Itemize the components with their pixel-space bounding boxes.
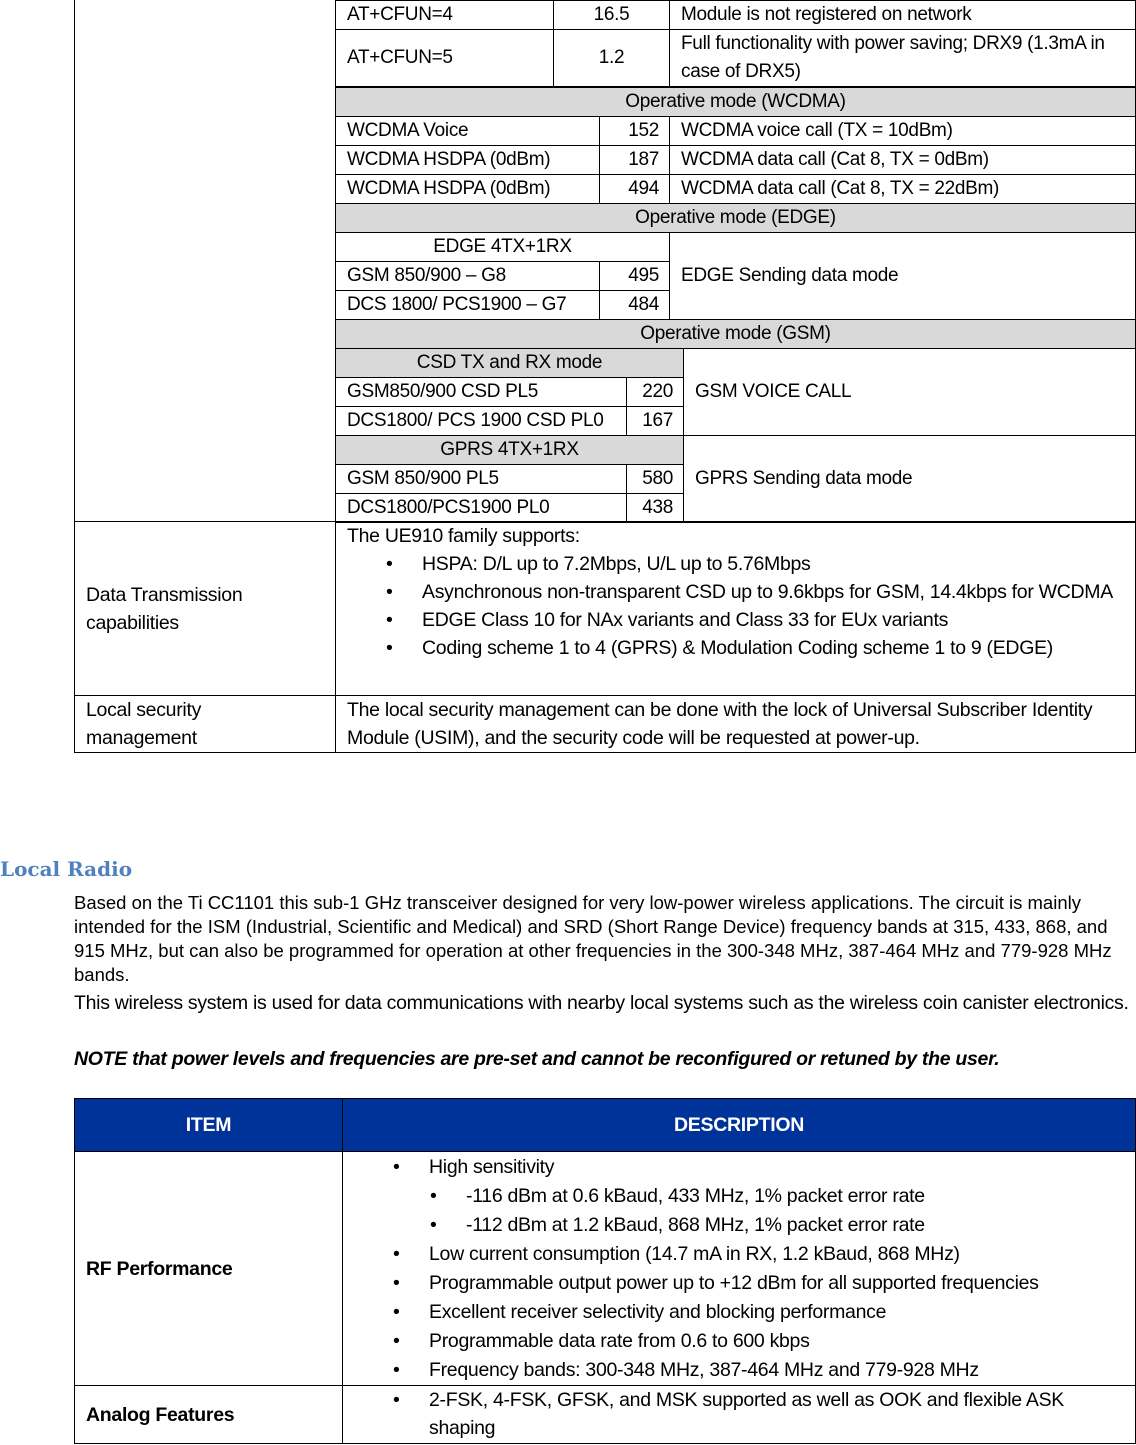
table1-left-cell — [74, 0, 336, 522]
desc-cell — [343, 1386, 1136, 1444]
mode-cell: GSM 850/900 – G8 — [336, 262, 600, 291]
table-row — [75, 1386, 1136, 1444]
section-header: Operative mode (WCDMA) — [336, 88, 1136, 117]
desc-cell: The local security management can be done with the lock of Universal Subscriber Identity Module (USIM), and the security code will be requested at power-up. — [336, 696, 1136, 753]
desc-cell — [343, 1152, 1136, 1386]
table-row — [336, 117, 1136, 146]
gsm-block — [335, 319, 1136, 523]
value-cell: 494 — [600, 175, 670, 204]
mode-cell: WCDMA HSDPA (0dBm) — [336, 146, 600, 175]
table-row — [336, 175, 1136, 204]
row-label: Data Transmission capabilities — [75, 522, 336, 696]
bullet-item: • HSPA: D/L up to 7.2Mbps, U/L up to 5.76Mbps — [422, 550, 1135, 578]
bullet-item: • Programmable output power up to +12 dBm for all supported frequencies — [429, 1269, 1135, 1298]
table-row — [75, 1152, 1136, 1386]
sub-bullet-item: • -112 dBm at 1.2 kBaud, 868 MHz, 1% packet error rate — [466, 1211, 1135, 1240]
bullet-item: • 2-FSK, 4-FSK, GFSK, and MSK supported as well as OOK and flexible ASK shaping — [429, 1386, 1105, 1442]
cfun-block — [335, 0, 1136, 87]
mode-cell: GSM 850/900 PL5 — [336, 465, 627, 494]
value-cell: 16.5 — [554, 1, 670, 30]
edge-block — [335, 203, 1136, 320]
value-cell: 167 — [627, 407, 684, 436]
desc-cell: GSM VOICE CALL — [684, 349, 1136, 436]
column-header: ITEM — [75, 1099, 343, 1152]
table-row — [75, 696, 1136, 753]
bullet-item: • Programmable data rate from 0.6 to 600 kbps — [429, 1327, 1135, 1356]
bullet-item: • High sensitivity — [429, 1153, 1135, 1182]
sub-bullet-item: • -116 dBm at 0.6 kBaud, 433 MHz, 1% packet error rate — [466, 1182, 1135, 1211]
section-header: Operative mode (EDGE) — [336, 204, 1136, 233]
desc-cell: Full functionality with power saving; DRX9 (1.3mA in case of DRX5) — [670, 30, 1136, 87]
note-text: NOTE that power levels and frequencies are pre-set and cannot be reconfigured or retuned by the user. — [74, 1048, 1000, 1070]
table-row — [336, 146, 1136, 175]
table-row — [75, 522, 1136, 696]
capabilities-block — [74, 521, 1136, 753]
mode-cell: GSM850/900 CSD PL5 — [336, 378, 627, 407]
mode-cell: AT+CFUN=5 — [336, 30, 554, 87]
value-cell: 1.2 — [554, 30, 670, 87]
desc-cell — [336, 522, 1136, 696]
value-cell: 187 — [600, 146, 670, 175]
row-label: Local security management — [75, 696, 336, 753]
value-cell: 484 — [600, 291, 670, 320]
subsection-label: GPRS 4TX+1RX — [336, 436, 684, 465]
value-cell: 152 — [600, 117, 670, 146]
section-header: Operative mode (GSM) — [336, 320, 1136, 349]
bullet-item: • Low current consumption (14.7 mA in RX, 1.2 kBaud, 868 MHz) — [429, 1240, 1135, 1269]
bullet-item: • Asynchronous non-transparent CSD up to 9.6kbps for GSM, 14.4kbps for WCDMA — [422, 578, 1135, 606]
column-header: DESCRIPTION — [343, 1099, 1136, 1152]
wcdma-block — [335, 87, 1136, 204]
paragraph: Based on the Ti CC1101 this sub-1 GHz transceiver designed for very low-power wireless applications. The circuit is mainly intended for the ISM (Industrial, Scientific and Medical) and SRD (Short Range Device) frequency bands at 315, 433, 868, and 915 MHz, but can also be programmed for operation at other frequencies in the 300-348 MHz, 387-464 MHz and 779-928 MHz bands. — [74, 892, 1112, 985]
subsection-label: CSD TX and RX mode — [336, 349, 684, 378]
mode-cell: DCS 1800/ PCS1900 – G7 — [336, 291, 600, 320]
row-label: RF Performance — [75, 1152, 343, 1386]
desc-cell: WCDMA voice call (TX = 10dBm) — [670, 117, 1136, 146]
paragraph: This wireless system is used for data communications with nearby local systems such as the wireless coin canister electronics. — [74, 992, 1129, 1014]
bullet-item: • Coding scheme 1 to 4 (GPRS) & Modulation Coding scheme 1 to 9 (EDGE) — [422, 634, 1135, 662]
desc-cell: WCDMA data call (Cat 8, TX = 0dBm) — [670, 146, 1136, 175]
mode-cell: WCDMA Voice — [336, 117, 600, 146]
table-row — [336, 1, 1136, 30]
bullet-item: • EDGE Class 10 for NAx variants and Class 33 for EUx variants — [422, 606, 1135, 634]
desc-cell: EDGE Sending data mode — [670, 233, 1136, 320]
mode-cell: DCS1800/PCS1900 PL0 — [336, 494, 627, 523]
desc-cell: WCDMA data call (Cat 8, TX = 22dBm) — [670, 175, 1136, 204]
row-label: Analog Features — [75, 1386, 343, 1444]
mode-cell: AT+CFUN=4 — [336, 1, 554, 30]
value-cell: 438 — [627, 494, 684, 523]
subsection-label: EDGE 4TX+1RX — [336, 233, 670, 262]
value-cell: 220 — [627, 378, 684, 407]
desc-cell: GPRS Sending data mode — [684, 436, 1136, 523]
desc-cell: Module is not registered on network — [670, 1, 1136, 30]
value-cell: 495 — [600, 262, 670, 291]
bullet-item: • Excellent receiver selectivity and blocking performance — [429, 1298, 1135, 1327]
mode-cell: WCDMA HSDPA (0dBm) — [336, 175, 600, 204]
radio-spec-table — [74, 1098, 1136, 1444]
intro-text: The UE910 family supports: — [347, 525, 580, 547]
value-cell: 580 — [627, 465, 684, 494]
bullet-item: • Frequency bands: 300-348 MHz, 387-464 MHz and 779-928 MHz — [429, 1356, 1135, 1385]
section-heading: Local Radio — [0, 857, 133, 881]
mode-cell: DCS1800/ PCS 1900 CSD PL0 — [336, 407, 627, 436]
table-row — [336, 30, 1136, 87]
